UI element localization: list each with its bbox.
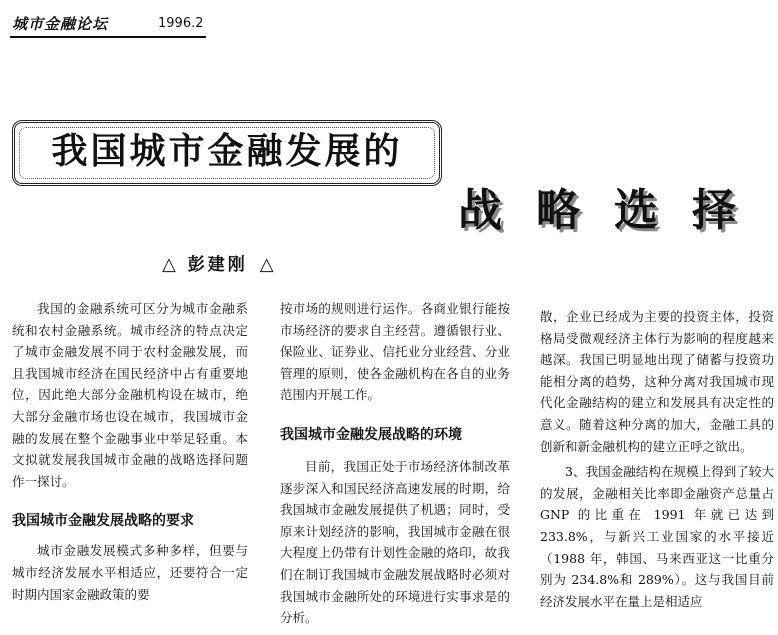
section-heading: 我国城市金融发展战略的要求 [12,513,194,530]
author-line [162,250,274,275]
text-column-1 [12,298,248,605]
issue-number: 1996.2 [158,16,204,31]
triangle-mark-right: △ [259,254,274,275]
title-frame [12,120,442,186]
author-name: 彭建刚 [187,255,248,275]
section-heading: 我国城市金融发展战略的环境 [280,426,462,443]
paragraph: 3、我国金融结构在规模上得到了较大的发展，金融相关比率即金融资产总量占 GNP 的比重在 1991 年就已达到 233.8%，与新兴工业国家的水平接近（1988 年，韩国、马来西亚这一比重分别为 234.8%和 289%）。这与我国目前经济发展水平在量上是相适应 [540,464,774,609]
paragraph: 散，企业已经成为主要的投资主体，投资格局受微观经济主体行为影响的程度越来越深。我国已明显地出现了储蓄与投资功能相分离的趋势，这种分离对我国城市现代化金融结构的建立和发展具有决定性的意义。随着这种分离的加大，金融工具的创新和新金融机构的建立正呼之欲出。 [540,309,774,454]
paragraph: 目前，我国正处于市场经济体制改革逐步深入和国民经济高速发展的时期，给我国城市金融发展提供了机遇；同时，受原来计划经济的影响，我国城市金融在很大程度上仍带有计划性金融的烙印，故我们在制订我国城市金融发展战略时必须对我国城市金融所处的环境进行实事求是的分析。 [280,458,510,626]
article-title: 我国城市金融发展的 [51,130,403,172]
running-head [10,10,206,38]
triangle-mark-left: △ [162,254,176,275]
paragraph: 城市金融发展模式多种多样，但要与城市经济发展水平相适应，还要符合一定时期内国家金融政策的要 [12,543,248,602]
text-column-3 [540,306,774,612]
article-subtitle: 战略选择 [458,185,770,236]
paragraph: 按市场的规则进行运作。各商业银行能按市场经济的要求自主经营。遵循银行业、保险业、证券业、信托业分业经营、分业管理的原则，使各金融机构在各自的业务范围内开展工作。 [280,301,510,403]
journal-name: 城市金融论坛 [12,15,109,33]
paragraph: 我国的金融系统可区分为城市金融系统和农村金融系统。城市经济的特点决定了城市金融发展不同于农村金融发展，而且我国城市经济在国民经济中占有重要地位，因此绝大部分金融机构设在城市，绝大部分金融市场也设在城市，我国城市金融的发展在整个金融事业中举足轻重。本文拟就发展我国城市金融的战略选择问题作一探讨。 [12,301,248,489]
text-column-2 [280,298,510,629]
